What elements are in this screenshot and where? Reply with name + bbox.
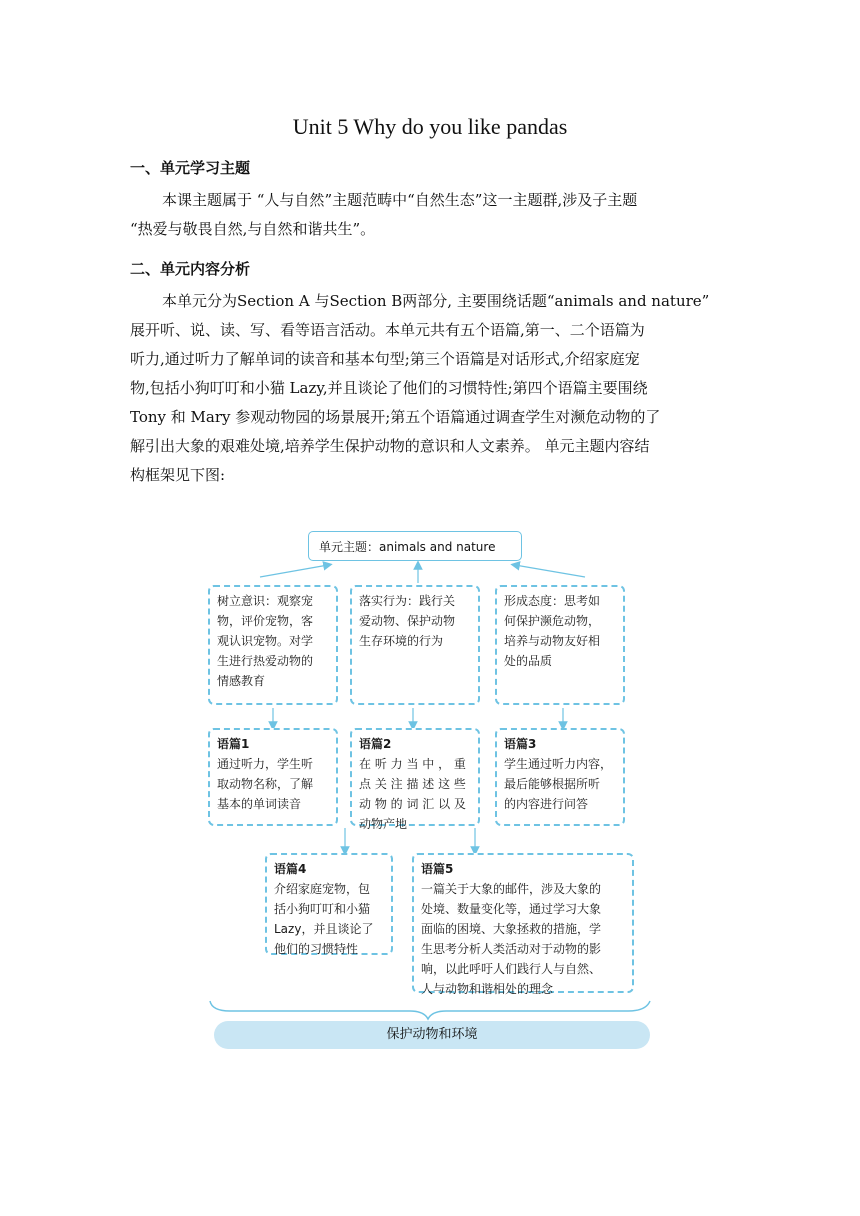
box-line: 面临的困境、大象拯救的措施，学 (421, 922, 602, 936)
box-line: 情感教育 (217, 674, 266, 688)
box-line: 动物产地 (359, 817, 408, 831)
passage-1-box (208, 728, 338, 826)
passage-caption: 语篇4 (274, 862, 307, 876)
paragraph-theme (130, 186, 735, 244)
box-line: 形成态度：思考如 (504, 594, 601, 608)
passage-4-box (265, 853, 393, 955)
box-line: 生存环境的行为 (359, 634, 444, 648)
unit-theme-box: 单元主题：animals and nature (308, 531, 522, 561)
box-line: 生思考分析人类活动对于动物的影 (421, 942, 602, 956)
attitude-box (495, 585, 625, 705)
text-line: “热爱与敬畏自然,与自然和谐共生”。 (130, 220, 376, 238)
passage-3-box (495, 728, 625, 826)
box-line: 一篇关于大象的邮件，涉及大象的 (421, 882, 602, 896)
box-line: 动 物 的 词 汇 以 及 (359, 797, 466, 811)
box-line: 取动物名称，了解 (217, 777, 314, 791)
box-line: 在 听 力 当 中 ， 重 (359, 757, 466, 771)
box-line: 处境、数量变化等，通过学习大象 (421, 902, 602, 916)
action-box (350, 585, 480, 705)
section-heading-theme: 一、单元学习主题 (130, 159, 251, 177)
box-line: 通过听力，学生听 (217, 757, 314, 771)
box-line: 括小狗叮叮和小猫 (274, 902, 371, 916)
text-line: 解引出大象的艰难处境,培养学生保护动物的意识和人文素养。 单元主题内容结 (130, 437, 650, 455)
awareness-box (208, 585, 338, 705)
passage-caption: 语篇1 (217, 737, 250, 751)
box-line: 生进行热爱动物的 (217, 654, 314, 668)
passage-caption: 语篇5 (421, 862, 454, 876)
paragraph-content (130, 287, 735, 490)
box-line: 他们的习惯特性 (274, 942, 359, 956)
box-line: 落实行为：践行关 (359, 594, 456, 608)
box-line: 的内容进行问答 (504, 797, 589, 811)
section-heading-content: 二、单元内容分析 (130, 260, 251, 278)
text-line: 听力,通过听力了解单词的读音和基本句型;第三个语篇是对话形式,介绍家庭宠 (130, 350, 640, 368)
text-line: 本单元分为Section A 与Section B两部分, 主要围绕话题“animals and nature” (162, 292, 710, 310)
box-line: 点 关 注 描 述 这 些 (359, 777, 466, 791)
box-line: 介绍家庭宠物，包 (274, 882, 371, 896)
passage-2-box (350, 728, 480, 831)
box-line: Lazy，并且谈论了 (274, 922, 374, 936)
passage-5-box (412, 853, 634, 996)
box-line: 人与动物和谐相处的理念 (421, 982, 554, 996)
unit-structure-diagram (200, 525, 660, 1055)
passage-caption: 语篇2 (359, 737, 392, 751)
box-line: 爱动物、保护动物 (359, 614, 456, 628)
box-line: 处的品质 (504, 654, 553, 668)
box-line: 基本的单词读音 (217, 797, 302, 811)
box-line: 物，评价宠物，客 (217, 614, 314, 628)
passage-caption: 语篇3 (504, 737, 537, 751)
page-title: Unit 5 Why do you like pandas (292, 114, 568, 139)
box-line: 响，以此呼吁人们践行人与自然、 (421, 962, 602, 976)
text-line: 展开听、说、读、写、看等语言活动。本单元共有五个语篇,第一、二个语篇为 (130, 321, 645, 339)
box-line: 最后能够根据所听 (504, 777, 601, 791)
box-line: 树立意识：观察宠 (217, 594, 314, 608)
text-line: Tony 和 Mary 参观动物园的场景展开;第五个语篇通过调查学生对濒危动物的了 (130, 408, 661, 426)
brace (210, 1001, 650, 1019)
text-line: 物,包括小狗叮叮和小猫 Lazy,并且谈论了他们的习惯特性;第四个语篇主要围绕 (130, 379, 648, 397)
box-line: 培养与动物友好相 (504, 634, 601, 648)
protect-animals-bar: 保护动物和环境 (214, 1021, 650, 1049)
box-line: 学生通过听力内容， (504, 757, 613, 771)
text-line: 构框架见下图: (130, 466, 226, 484)
text-line: 本课主题属于 “人与自然”主题范畴中“自然生态”这一主题群,涉及子主题 (162, 191, 638, 209)
box-line: 何保护濒危动物， (504, 614, 601, 628)
box-line: 观认识宠物。对学 (217, 634, 314, 648)
